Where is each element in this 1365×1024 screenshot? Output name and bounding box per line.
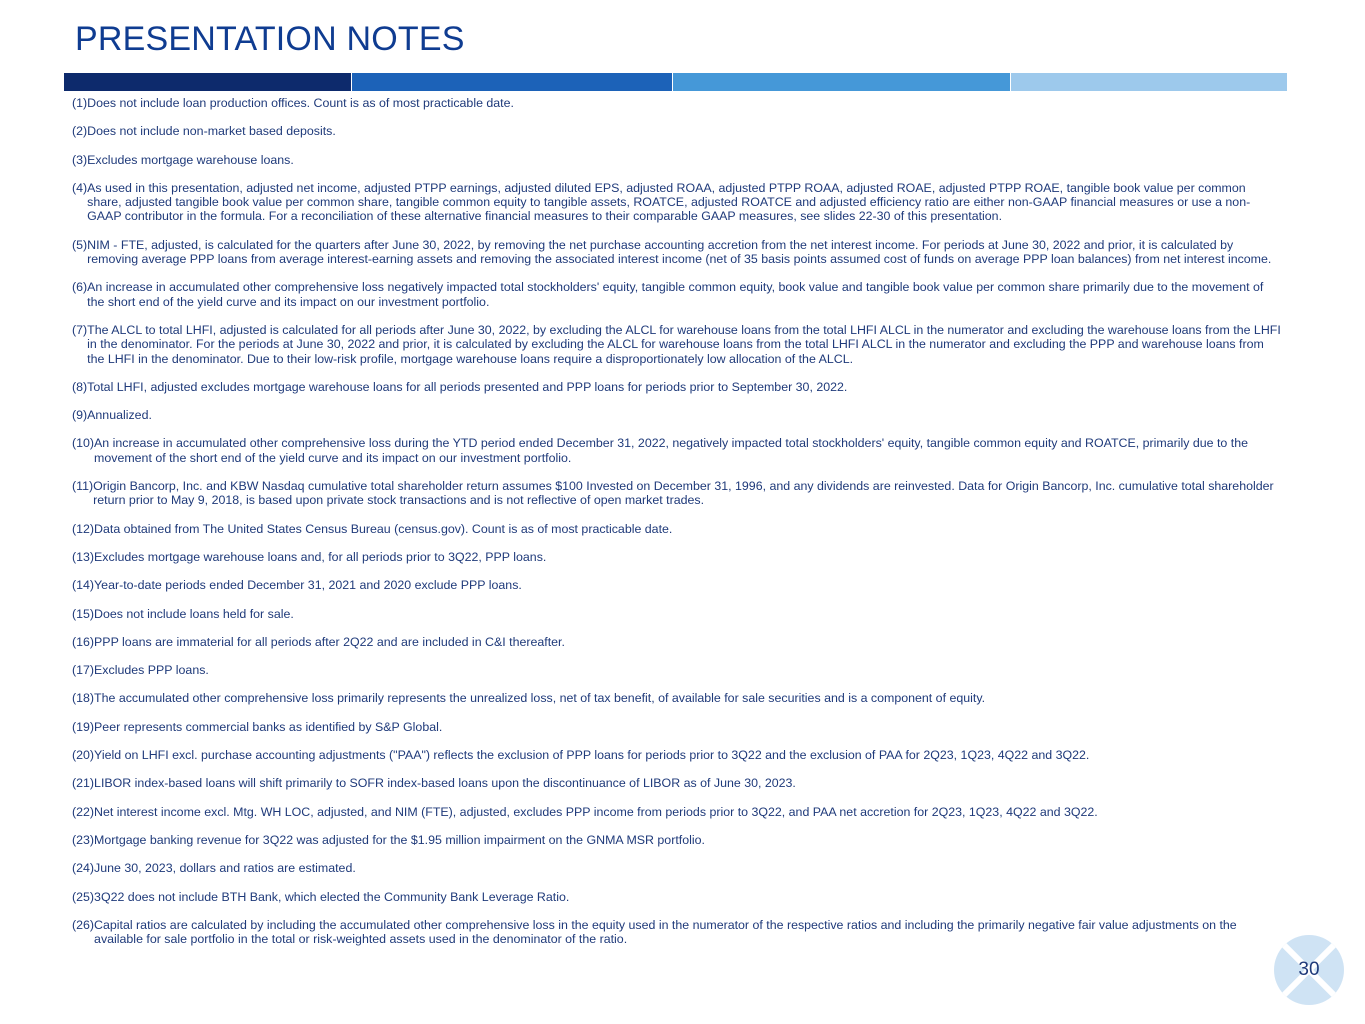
note-text: Year-to-date periods ended December 31, 2021 and 2020 exclude PPP loans. (94, 578, 522, 593)
note-number: (1) (72, 96, 88, 110)
note-text: June 30, 2023, dollars and ratios are estimated. (94, 861, 356, 876)
note-text: The accumulated other comprehensive loss primarily represents the unrealized loss, net of tax benefit, of available for sale securities and is a component of equity. (94, 691, 986, 706)
note-item (72, 578, 1282, 592)
note-item (72, 479, 1282, 508)
note-number: (12) (72, 521, 95, 536)
page-number-badge (1274, 935, 1344, 1005)
note-text: An increase in accumulated other comprehensive loss during the YTD period ended December 31, 2022, negatively impacted total stockholders' equity, tangible common equity and ROATCE, primarily due to the movement of the short end of the yield curve and its impact on our investment portfolio. (94, 436, 1248, 465)
note-text: Does not include loans held for sale. (94, 606, 294, 621)
note-number: (20) (72, 748, 95, 763)
accent-bar-segment-mid-blue (673, 73, 1011, 91)
note-number: (7) (72, 322, 88, 337)
note-item (72, 153, 1282, 167)
note-item (72, 918, 1282, 947)
note-item (72, 635, 1282, 649)
note-item (72, 96, 1282, 110)
note-text: LIBOR index-based loans will shift primarily to SOFR index-based loans upon the discontinuance of LIBOR as of June 30, 2023. (94, 776, 796, 791)
note-number: (17) (72, 663, 95, 678)
note-number: (3) (72, 152, 88, 167)
notes-list (72, 96, 1282, 960)
note-text: Excludes mortgage warehouse loans and, for all periods prior to 3Q22, PPP loans. (94, 549, 547, 564)
note-text: Capital ratios are calculated by including the accumulated other comprehensive loss in the equity used in the numerator of the respective ratios and including the primarily negative fair value adjustments on the available for sale portfolio in the total or risk-weighted assets used in the denominator of the ratio. (94, 917, 1237, 947)
note-number: (24) (72, 861, 95, 876)
note-number: (14) (72, 578, 95, 593)
accent-bar-segment-blue (352, 73, 672, 91)
note-number: (15) (72, 606, 95, 621)
note-item (72, 522, 1282, 536)
note-item (72, 776, 1282, 790)
note-text: Annualized. (87, 408, 152, 423)
note-item (72, 380, 1282, 394)
note-item (72, 323, 1282, 366)
note-text: PPP loans are immaterial for all periods after 2Q22 and are included in C&I thereafter. (94, 634, 565, 649)
note-item (72, 691, 1282, 705)
note-number: (26) (72, 917, 95, 932)
note-number: (16) (72, 634, 95, 649)
note-item (72, 833, 1282, 847)
note-number: (9) (72, 408, 88, 423)
note-text: An increase in accumulated other comprehensive loss negatively impacted total stockholders' equity, tangible common equity, book value and tangible book value per common share primarily due to the movement of the short end of the yield curve and its impact on our investment portfolio. (87, 280, 1264, 309)
note-text: As used in this presentation, adjusted net income, adjusted PTPP earnings, adjusted diluted EPS, adjusted ROAA, adjusted PTPP ROAA, adjusted ROAE, adjusted PTPP ROAE, tangible book value per common share, adjusted tangible book value per common share, tangible common equity to tangible assets, ROATCE, adjusted ROATCE and adjusted efficiency ratio are either non-GAAP financial measures or use a non-GAAP contributor in the formula. For a reconciliation of these alternative financial measures to their comparable GAAP measures, see slides 22-30 of this presentation. (87, 180, 1251, 224)
note-item (72, 805, 1282, 819)
page-title: PRESENTATION NOTES (75, 20, 465, 58)
note-number: (19) (72, 719, 95, 734)
note-number: (4) (72, 180, 88, 195)
note-number: (22) (72, 804, 95, 819)
note-text: Does not include loan production offices. Count is as of most practicable date. (87, 96, 514, 110)
note-item (72, 238, 1282, 267)
note-item (72, 550, 1282, 564)
note-text: Origin Bancorp, Inc. and KBW Nasdaq cumulative total shareholder return assumes $100 Invested on December 31, 1996, and any dividends are reinvested. Data for Origin Bancorp, Inc. cumulative total shareholder return prior to May 9, 2018, is based upon private stock transactions and is not reflective of open market trades. (93, 479, 1274, 508)
note-number: (13) (72, 549, 95, 564)
note-item (72, 720, 1282, 734)
note-item (72, 663, 1282, 677)
note-text: NIM - FTE, adjusted, is calculated for the quarters after June 30, 2022, by removing the net purchase accounting accretion from the net interest income. For periods at June 30, 2022 and prior, it is calculated by removing average PPP loans from average interest-earning assets and removing the associated interest income (net of 35 basis points assumed cost of funds on average PPP loan balances) from net interest income. (87, 237, 1272, 267)
note-text: Total LHFI, adjusted excludes mortgage warehouse loans for all periods presented and PPP loans for periods prior to September 30, 2022. (87, 379, 848, 394)
title-accent-bar (64, 73, 1287, 91)
note-item (72, 408, 1282, 422)
note-number: (10) (72, 436, 95, 451)
note-item (72, 748, 1282, 762)
note-number: (2) (72, 124, 88, 139)
note-text: Data obtained from The United States Census Bureau (census.gov). Count is as of most practicable date. (94, 521, 673, 536)
note-number: (25) (72, 889, 95, 904)
note-item (72, 890, 1282, 904)
note-text: Excludes PPP loans. (94, 663, 209, 678)
note-item (72, 607, 1282, 621)
note-number: (5) (72, 237, 88, 252)
note-number: (23) (72, 832, 95, 847)
note-item (72, 280, 1282, 309)
note-text: Excludes mortgage warehouse loans. (87, 152, 294, 167)
note-number: (11) (72, 479, 94, 494)
note-item (72, 181, 1282, 224)
note-text: Peer represents commercial banks as identified by S&P Global. (94, 719, 443, 734)
note-text: Yield on LHFI excl. purchase accounting adjustments ("PAA") reflects the exclusion of PPP loans for periods prior to 3Q22 and the exclusion of PAA for 2Q23, 1Q23, 4Q22 and 3Q22. (94, 748, 1090, 763)
note-number: (18) (72, 691, 95, 706)
note-text: Mortgage banking revenue for 3Q22 was adjusted for the $1.95 million impairment on the GNMA MSR portfolio. (94, 832, 705, 847)
accent-bar-segment-navy (64, 73, 351, 91)
note-item (72, 861, 1282, 875)
note-text: The ALCL to total LHFI, adjusted is calculated for all periods after June 30, 2022, by excluding the ALCL for warehouse loans from the total LHFI ALCL in the numerator and excluding the warehouse loans from the LHFI in the denominator. For the periods at June 30, 2022 and prior, it is calculated by excluding the ALCL for warehouse loans from the total LHFI ALCL in the numerator and excluding the PPP and warehouse loans from the LHFI in the denominator. Due to their low-risk profile, mortgage warehouse loans require a disproportionately low allocation of the ALCL. (87, 322, 1281, 366)
note-number: (6) (72, 280, 88, 295)
accent-bar-segment-light-blue (1011, 73, 1287, 91)
note-item (72, 436, 1282, 465)
note-text: Does not include non-market based deposits. (87, 124, 336, 139)
page-number: 30 (1298, 959, 1320, 980)
note-text: Net interest income excl. Mtg. WH LOC, adjusted, and NIM (FTE), adjusted, excludes PPP income from periods prior to 3Q22, and PAA net accretion for 2Q23, 1Q23, 4Q22 and 3Q22. (94, 804, 1098, 819)
note-item (72, 124, 1282, 138)
note-number: (21) (72, 776, 95, 791)
note-text: 3Q22 does not include BTH Bank, which elected the Community Bank Leverage Ratio. (94, 889, 570, 904)
note-number: (8) (72, 379, 88, 394)
